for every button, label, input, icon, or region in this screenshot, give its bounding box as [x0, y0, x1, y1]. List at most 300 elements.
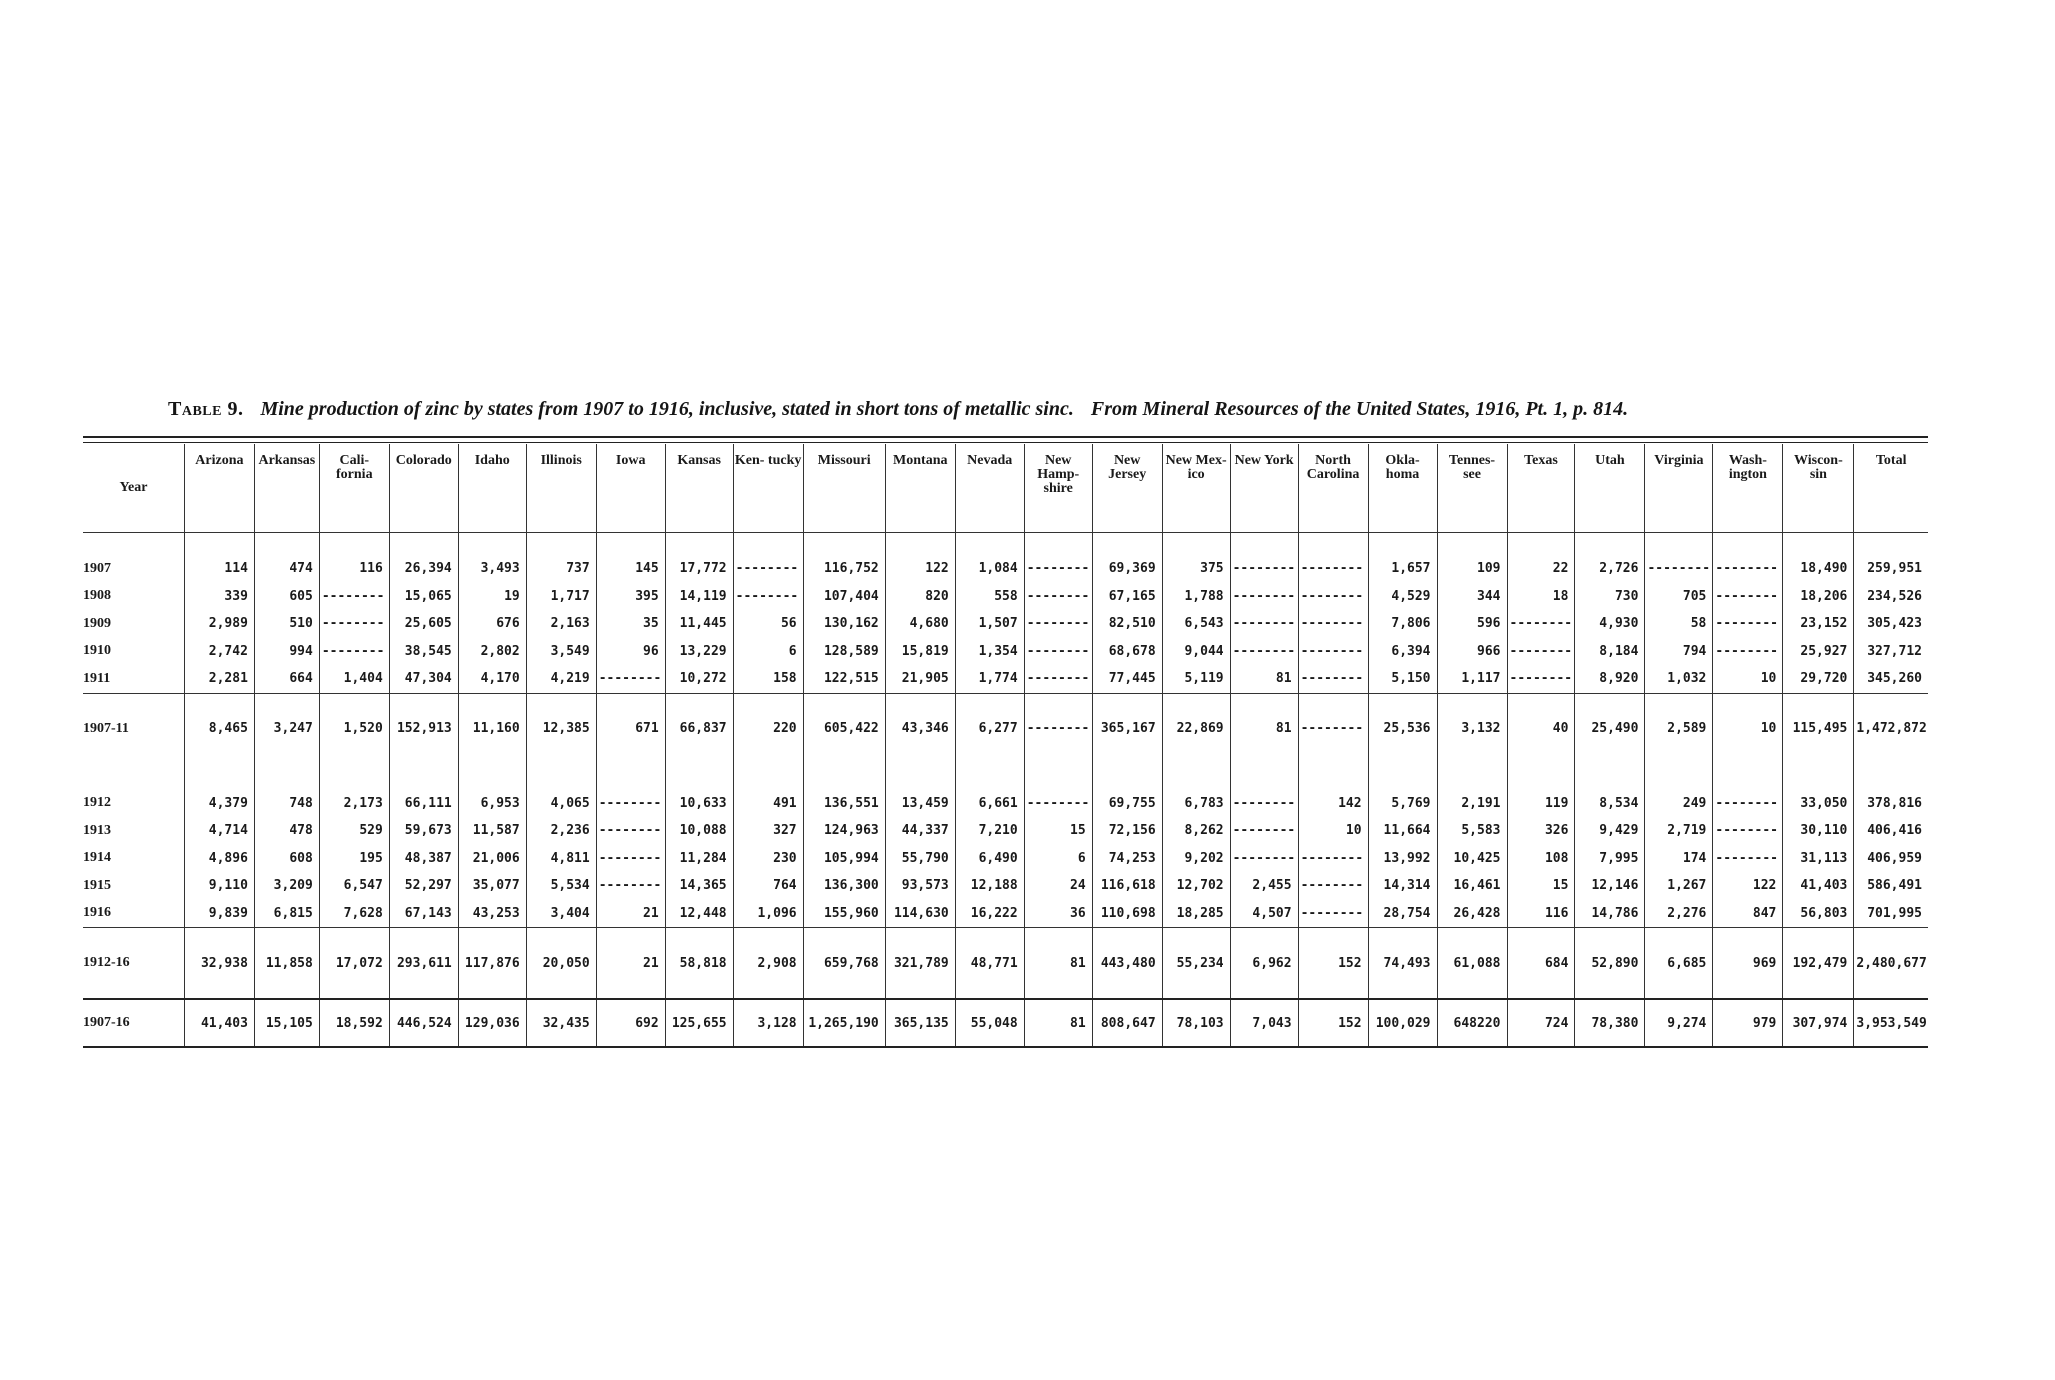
row-year-cell: 1914 [83, 845, 184, 873]
column-header: Illinois [526, 444, 596, 533]
table-cell: -------- [596, 764, 665, 818]
table-cell: 108 [1507, 845, 1575, 873]
row-year-cell: 1909 [83, 610, 184, 638]
table-row [83, 665, 1928, 693]
table-cell: 586,491 [1867, 878, 1922, 894]
table-cell: 1,788 [1162, 583, 1230, 611]
table-cell: 58,818 [665, 928, 733, 1000]
table-cell: 305,423 [1867, 616, 1922, 632]
table-cell: 122,515 [803, 665, 885, 693]
table-cell: 3,549 [526, 638, 596, 666]
table-cell: 2,726 [1575, 533, 1645, 583]
table-cell: 1,774 [955, 665, 1024, 693]
table-cell: 1,404 [319, 665, 389, 693]
table-cell: 38,545 [389, 638, 458, 666]
table-cell: 136,551 [803, 764, 885, 818]
table-cell: -------- [1230, 764, 1298, 818]
table-cell: -------- [1298, 665, 1368, 693]
table-cell: 10,633 [665, 764, 733, 818]
table-cell: 116,752 [803, 533, 885, 583]
row-year-cell: 1907 [83, 533, 184, 583]
table-cell: 81 [1024, 999, 1092, 1047]
table-cell: -------- [1298, 638, 1368, 666]
table-cell: 14,786 [1575, 900, 1645, 928]
subtotal-row [83, 693, 1928, 764]
zinc-production-table [83, 444, 1928, 1048]
table-cell: 15 [1507, 872, 1575, 900]
column-header: New Jersey [1092, 444, 1162, 533]
table-cell: 8,465 [184, 693, 254, 764]
table-cell: 5,119 [1162, 665, 1230, 693]
table-cell: 220 [733, 693, 803, 764]
table-cell: 1,267 [1645, 872, 1713, 900]
table-cell: 969 [1713, 928, 1783, 1000]
row-year-cell: 1912 [83, 764, 184, 818]
table-cell: 692 [596, 999, 665, 1047]
table-cell: 327,712 [1867, 643, 1922, 659]
table-cell: 794 [1645, 638, 1713, 666]
row-year-cell: 1915 [83, 872, 184, 900]
table-cell: 61,088 [1437, 928, 1507, 1000]
table-cell: 18,592 [319, 999, 389, 1047]
table-cell: 155,960 [803, 900, 885, 928]
table-header-row [83, 444, 1928, 533]
table-cell: -------- [1230, 533, 1298, 583]
table-cell: 36 [1024, 900, 1092, 928]
table-cell: 16,222 [955, 900, 1024, 928]
table-cell: 4,170 [458, 665, 526, 693]
table-cell: 345,260 [1867, 671, 1922, 687]
table-cell: 12,448 [665, 900, 733, 928]
table-cell: -------- [1713, 845, 1783, 873]
table-cell: 7,806 [1368, 610, 1437, 638]
table-cell: 55,048 [955, 999, 1024, 1047]
table-cell: 14,365 [665, 872, 733, 900]
table-cell: 6,685 [1645, 928, 1713, 1000]
table-cell: 4,930 [1575, 610, 1645, 638]
table-cell: 35 [596, 610, 665, 638]
table-cell: 15,819 [885, 638, 955, 666]
table-cell: 491 [733, 764, 803, 818]
table-cell: 158 [733, 665, 803, 693]
table-cell: 56 [733, 610, 803, 638]
table-cell: 44,337 [885, 817, 955, 845]
table-cell: 2,236 [526, 817, 596, 845]
top-rule [83, 436, 1928, 438]
table-cell: 8,262 [1162, 817, 1230, 845]
table-cell: 230 [733, 845, 803, 873]
table-cell: 3,953,549 [1854, 999, 1928, 1047]
column-header: Total [1854, 444, 1928, 533]
table-cell: 6,783 [1162, 764, 1230, 818]
table-cell: 7,995 [1575, 845, 1645, 873]
table-cell: 67,143 [389, 900, 458, 928]
table-cell: 55,790 [885, 845, 955, 873]
table-cell: 15 [1024, 817, 1092, 845]
table-cell: 17,772 [665, 533, 733, 583]
table-cell: 20,050 [526, 928, 596, 1000]
table-cell: 7,043 [1230, 999, 1298, 1047]
table-cell: 5,150 [1368, 665, 1437, 693]
column-header: Kansas [665, 444, 733, 533]
table-cell: 3,493 [458, 533, 526, 583]
table-cell: 78,380 [1575, 999, 1645, 1047]
table-cell: 41,403 [184, 999, 254, 1047]
table-cell: 820 [885, 583, 955, 611]
top-rule-thin [83, 442, 1928, 443]
column-header: Tennes- see [1437, 444, 1507, 533]
table-row [83, 872, 1928, 900]
table-cell: 12,385 [526, 693, 596, 764]
table-cell: 365,167 [1092, 693, 1162, 764]
table-cell: 671 [596, 693, 665, 764]
table-cell: -------- [1024, 583, 1092, 611]
table-cell: 100,029 [1368, 999, 1437, 1047]
table-cell: 847 [1713, 900, 1783, 928]
table-cell: 122 [1713, 872, 1783, 900]
table-cell: 68,678 [1092, 638, 1162, 666]
table-cell: 77,445 [1092, 665, 1162, 693]
column-header: New Hamp- shire [1024, 444, 1092, 533]
table-cell: 66,111 [389, 764, 458, 818]
table-cell: 22 [1507, 533, 1575, 583]
table-cell: 558 [955, 583, 1024, 611]
table-cell: 11,284 [665, 845, 733, 873]
table-cell: -------- [319, 638, 389, 666]
table-cell: 3,132 [1437, 693, 1507, 764]
table-cell: 2,908 [733, 928, 803, 1000]
column-header: Utah [1575, 444, 1645, 533]
table-cell: 1,520 [319, 693, 389, 764]
table-row [83, 583, 1928, 611]
table-cell: 321,789 [885, 928, 955, 1000]
table-cell: 25,605 [389, 610, 458, 638]
table-cell: -------- [1298, 872, 1368, 900]
table-cell: 78,103 [1162, 999, 1230, 1047]
table-cell: 4,219 [526, 665, 596, 693]
table-cell: 40 [1507, 693, 1575, 764]
table-cell: 659,768 [803, 928, 885, 1000]
table-cell: 3,209 [254, 872, 319, 900]
table-cell: 8,534 [1575, 764, 1645, 818]
column-header: Montana [885, 444, 955, 533]
table-cell: 18,206 [1783, 583, 1854, 611]
table-cell: 10 [1713, 665, 1783, 693]
table-cell: 1,507 [955, 610, 1024, 638]
table-cell: 6,277 [955, 693, 1024, 764]
table-cell: 48,771 [955, 928, 1024, 1000]
table-cell: 114,630 [885, 900, 955, 928]
table-cell: -------- [1024, 665, 1092, 693]
table-cell: 2,802 [458, 638, 526, 666]
row-year-cell: 1916 [83, 900, 184, 928]
table-cell: 10 [1298, 817, 1368, 845]
table-cell: 446,524 [389, 999, 458, 1047]
row-year-cell: 1907-11 [83, 693, 184, 764]
table-cell: 18,285 [1162, 900, 1230, 928]
table-cell: 7,628 [319, 900, 389, 928]
row-year-cell: 1911 [83, 665, 184, 693]
table-cell: -------- [1713, 583, 1783, 611]
table-row [83, 638, 1928, 666]
table-cell: 35,077 [458, 872, 526, 900]
table-cell: 6 [1024, 845, 1092, 873]
table-cell: 474 [254, 533, 319, 583]
table-cell: 119 [1507, 764, 1575, 818]
table-cell: -------- [1713, 817, 1783, 845]
table-cell: 43,346 [885, 693, 955, 764]
table-cell: 116,618 [1092, 872, 1162, 900]
grand-total-row [83, 999, 1928, 1047]
table-cell: -------- [1024, 638, 1092, 666]
table-cell: 1,657 [1368, 533, 1437, 583]
table-cell: -------- [1298, 610, 1368, 638]
table-cell: 11,664 [1368, 817, 1437, 845]
table-cell: -------- [1230, 610, 1298, 638]
table-cell: 82,510 [1092, 610, 1162, 638]
table-cell: 125,655 [665, 999, 733, 1047]
table-cell: 11,160 [458, 693, 526, 764]
table-cell: 18 [1507, 583, 1575, 611]
table-cell: 52,890 [1575, 928, 1645, 1000]
table-cell: 9,274 [1645, 999, 1713, 1047]
table-cell: 16,461 [1437, 872, 1507, 900]
table-cell: 6,815 [254, 900, 319, 928]
table-cell: 15,105 [254, 999, 319, 1047]
table-cell: 2,276 [1645, 900, 1713, 928]
table-cell: 966 [1437, 638, 1507, 666]
table-cell: 105,994 [803, 845, 885, 873]
table-cell: 9,429 [1575, 817, 1645, 845]
table-cell: 43,253 [458, 900, 526, 928]
table-cell: 6,962 [1230, 928, 1298, 1000]
table-cell: 74,253 [1092, 845, 1162, 873]
table-cell: 4,680 [885, 610, 955, 638]
table-cell: 326 [1507, 817, 1575, 845]
column-header: Nevada [955, 444, 1024, 533]
table-cell: 596 [1437, 610, 1507, 638]
table-cell: 3,128 [733, 999, 803, 1047]
column-header: New York [1230, 444, 1298, 533]
table-cell: 93,573 [885, 872, 955, 900]
table-cell: 9,202 [1162, 845, 1230, 873]
table-cell: 11,587 [458, 817, 526, 845]
table-cell: 1,717 [526, 583, 596, 611]
table-cell: 648220 [1437, 999, 1507, 1047]
table-cell: 96 [596, 638, 665, 666]
column-header: Wash- ington [1713, 444, 1783, 533]
column-header: Idaho [458, 444, 526, 533]
table-cell: -------- [596, 665, 665, 693]
table-cell: 249 [1645, 764, 1713, 818]
table-cell: -------- [1230, 638, 1298, 666]
table-cell: 25,490 [1575, 693, 1645, 764]
table-cell: 378,816 [1867, 795, 1922, 811]
table-cell: 13,459 [885, 764, 955, 818]
table-cell: 10,425 [1437, 845, 1507, 873]
table-cell: 11,858 [254, 928, 319, 1000]
table-cell: 29,720 [1783, 665, 1854, 693]
table-cell: 55,234 [1162, 928, 1230, 1000]
table-cell: 32,938 [184, 928, 254, 1000]
table-cell: 21 [596, 928, 665, 1000]
table-cell: 12,188 [955, 872, 1024, 900]
table-cell: 994 [254, 638, 319, 666]
table-cell: 808,647 [1092, 999, 1162, 1047]
table-cell: 7,210 [955, 817, 1024, 845]
table-title: Mine production of zinc by states from 1907 to 1916, inclusive, stated in short tons of metallic sinc. [260, 398, 1074, 420]
table-row [83, 845, 1928, 873]
column-header-year: Year [83, 444, 184, 533]
table-cell: 2,455 [1230, 872, 1298, 900]
table-cell: 443,480 [1092, 928, 1162, 1000]
table-cell: 14,119 [665, 583, 733, 611]
table-cell: 69,369 [1092, 533, 1162, 583]
table-label: Table 9. [168, 398, 244, 420]
table-cell: -------- [1507, 610, 1575, 638]
table-cell: 122 [885, 533, 955, 583]
column-header: Arizona [184, 444, 254, 533]
table-cell: 529 [319, 817, 389, 845]
table-cell: 9,044 [1162, 638, 1230, 666]
table-cell: -------- [1713, 764, 1783, 818]
table-cell: 2,719 [1645, 817, 1713, 845]
table-cell: 6,394 [1368, 638, 1437, 666]
table-row [83, 900, 1928, 928]
table-cell: 107,404 [803, 583, 885, 611]
table-cell: 724 [1507, 999, 1575, 1047]
table-cell: 174 [1645, 845, 1713, 873]
table-cell: 737 [526, 533, 596, 583]
table-cell: 259,951 [1867, 561, 1922, 577]
table-cell: 17,072 [319, 928, 389, 1000]
table-cell: 478 [254, 817, 319, 845]
table-cell: 152,913 [389, 693, 458, 764]
table-cell: 22,869 [1162, 693, 1230, 764]
table-cell: 25,927 [1783, 638, 1854, 666]
table-cell: 33,050 [1783, 764, 1854, 818]
table-cell: 13,992 [1368, 845, 1437, 873]
table-cell: -------- [1713, 533, 1783, 583]
table-cell: 2,173 [319, 764, 389, 818]
table-cell: 21,006 [458, 845, 526, 873]
table-cell: 10,272 [665, 665, 733, 693]
table-cell: 26,428 [1437, 900, 1507, 928]
subtotal-row [83, 928, 1928, 1000]
column-header: Texas [1507, 444, 1575, 533]
table-cell: 406,959 [1867, 850, 1922, 866]
table-cell: -------- [1507, 665, 1575, 693]
row-year-cell: 1908 [83, 583, 184, 611]
row-year-cell: 1907-16 [83, 999, 184, 1047]
table-cell: 510 [254, 610, 319, 638]
table-cell: 11,445 [665, 610, 733, 638]
table-cell: 5,534 [526, 872, 596, 900]
table-cell: 21 [596, 900, 665, 928]
table-cell: 114 [184, 533, 254, 583]
table-cell: -------- [319, 583, 389, 611]
table-cell: 152 [1298, 999, 1368, 1047]
table-source: From Mineral Resources of the United States, 1916, Pt. 1, p. 814. [1090, 398, 1629, 420]
table-cell: 32,435 [526, 999, 596, 1047]
table-cell: 9,110 [184, 872, 254, 900]
column-header: Virginia [1645, 444, 1713, 533]
table-cell: 2,589 [1645, 693, 1713, 764]
row-year-cell: 1912-16 [83, 928, 184, 1000]
table-cell: 1,084 [955, 533, 1024, 583]
table-cell: 4,811 [526, 845, 596, 873]
table-cell: 15,065 [389, 583, 458, 611]
table-cell: 293,611 [389, 928, 458, 1000]
table-cell: 395 [596, 583, 665, 611]
table-cell: 8,184 [1575, 638, 1645, 666]
column-header: North Carolina [1298, 444, 1368, 533]
column-header: Missouri [803, 444, 885, 533]
table-cell: 375 [1162, 533, 1230, 583]
table-cell: 18,490 [1783, 533, 1854, 583]
table-cell: 10,088 [665, 817, 733, 845]
table-row [83, 610, 1928, 638]
table-cell: 66,837 [665, 693, 733, 764]
table-cell: 406,416 [1867, 823, 1922, 839]
table-cell: 115,495 [1783, 693, 1854, 764]
table-cell: -------- [1713, 610, 1783, 638]
table-cell: 48,387 [389, 845, 458, 873]
table-cell: 701,995 [1867, 905, 1922, 921]
table-cell: 128,589 [803, 638, 885, 666]
table-cell: 9,839 [184, 900, 254, 928]
table-row [83, 817, 1928, 845]
table-cell: 764 [733, 872, 803, 900]
table-cell: 605,422 [803, 693, 885, 764]
table-cell: 2,742 [184, 638, 254, 666]
table-cell: 3,247 [254, 693, 319, 764]
table-cell: 3,404 [526, 900, 596, 928]
table-cell: 8,920 [1575, 665, 1645, 693]
table-cell: 676 [458, 610, 526, 638]
column-header: Wiscon- sin [1783, 444, 1854, 533]
table-cell: 56,803 [1783, 900, 1854, 928]
column-header: Okla- homa [1368, 444, 1437, 533]
column-header: New Mex- ico [1162, 444, 1230, 533]
table-cell: 1,472,872 [1854, 693, 1928, 764]
table-cell: 4,714 [184, 817, 254, 845]
column-header: Colorado [389, 444, 458, 533]
table-cell: 2,191 [1437, 764, 1507, 818]
table-cell: 152 [1298, 928, 1368, 1000]
table-cell: 664 [254, 665, 319, 693]
table-cell: 608 [254, 845, 319, 873]
table-cell: 69,755 [1092, 764, 1162, 818]
table-cell: 72,156 [1092, 817, 1162, 845]
table-cell: 2,281 [184, 665, 254, 693]
table-cell: -------- [1298, 533, 1368, 583]
table-cell: 81 [1230, 693, 1298, 764]
table-cell: 30,110 [1783, 817, 1854, 845]
table-cell: 344 [1437, 583, 1507, 611]
table-cell: 5,769 [1368, 764, 1437, 818]
table-cell: 730 [1575, 583, 1645, 611]
table-cell: 41,403 [1783, 872, 1854, 900]
table-cell: 1,265,190 [803, 999, 885, 1047]
table-cell: 2,989 [184, 610, 254, 638]
table-cell: 136,300 [803, 872, 885, 900]
table-cell: 14,314 [1368, 872, 1437, 900]
table-cell: 6,661 [955, 764, 1024, 818]
table-cell: -------- [1298, 900, 1368, 928]
table-cell: 31,113 [1783, 845, 1854, 873]
table-cell: 339 [184, 583, 254, 611]
